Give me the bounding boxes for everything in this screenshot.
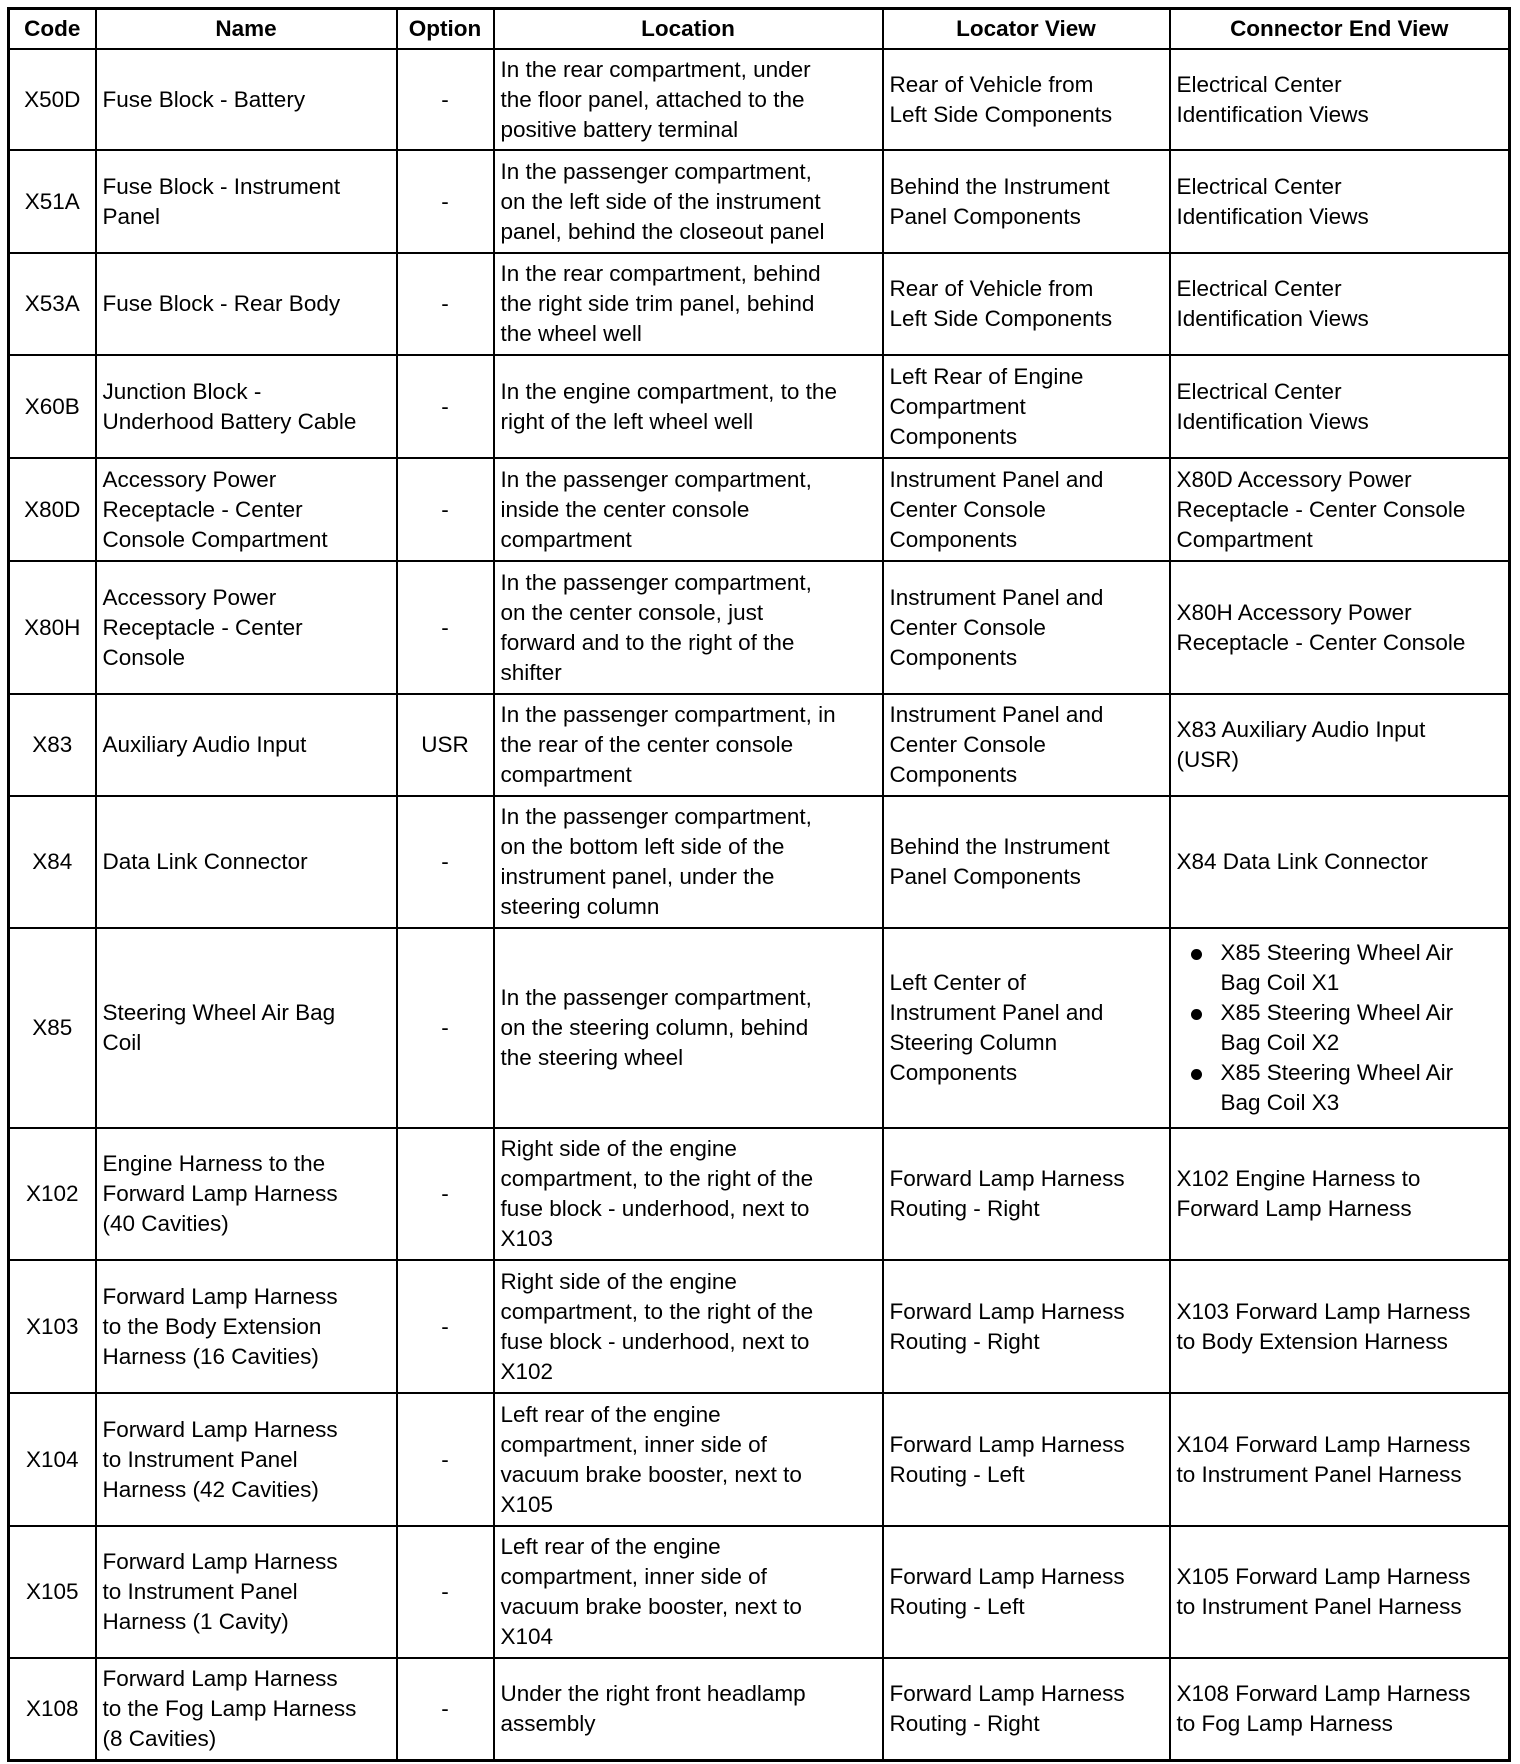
option-cell: - xyxy=(397,1658,494,1760)
locator-view-cell: Left Rear of Engine Compartment Components xyxy=(883,355,1170,458)
option-cell: - xyxy=(397,796,494,928)
locator-view-cell: Instrument Panel and Center Console Components xyxy=(883,458,1170,561)
code-cell: X105 xyxy=(9,1526,96,1658)
name-cell: Steering Wheel Air Bag Coil xyxy=(96,928,397,1128)
code-cell: X83 xyxy=(9,694,96,796)
name-cell: Forward Lamp Harness to the Body Extension Harness (16 Cavities) xyxy=(96,1260,397,1393)
connector-list-item: X85 Steering Wheel Air Bag Coil X3 xyxy=(1221,1058,1503,1118)
locator-view-cell: Forward Lamp Harness Routing - Left xyxy=(883,1393,1170,1526)
name-cell: Forward Lamp Harness to the Fog Lamp Harness (8 Cavities) xyxy=(96,1658,397,1760)
location-cell: In the rear compartment, behind the right side trim panel, behind the wheel well xyxy=(494,253,883,355)
option-cell: - xyxy=(397,1128,494,1260)
code-cell: X102 xyxy=(9,1128,96,1260)
name-cell: Data Link Connector xyxy=(96,796,397,928)
name-cell: Auxiliary Audio Input xyxy=(96,694,397,796)
location-cell: Under the right front headlamp assembly xyxy=(494,1658,883,1760)
connector-list-item: X85 Steering Wheel Air Bag Coil X1 xyxy=(1221,938,1503,998)
location-cell: In the passenger compartment, on the bottom left side of the instrument panel, under the steering column xyxy=(494,796,883,928)
option-cell: - xyxy=(397,49,494,150)
table-row xyxy=(9,561,1510,694)
name-cell: Fuse Block - Battery xyxy=(96,49,397,150)
connector-table xyxy=(7,7,1511,1762)
option-cell: - xyxy=(397,928,494,1128)
location-cell: In the passenger compartment, on the left side of the instrument panel, behind the closeout panel xyxy=(494,150,883,253)
connector-end-view-cell: X103 Forward Lamp Harness to Body Extension Harness xyxy=(1170,1260,1510,1393)
locator-view-cell: Instrument Panel and Center Console Components xyxy=(883,561,1170,694)
table-row xyxy=(9,458,1510,561)
connector-end-view-cell: Electrical Center Identification Views xyxy=(1170,150,1510,253)
location-cell: In the passenger compartment, on the center console, just forward and to the right of the shifter xyxy=(494,561,883,694)
locator-view-cell: Left Center of Instrument Panel and Steering Column Components xyxy=(883,928,1170,1128)
location-cell: Right side of the engine compartment, to the right of the fuse block - underhood, next to X103 xyxy=(494,1128,883,1260)
location-cell: In the passenger compartment, on the steering column, behind the steering wheel xyxy=(494,928,883,1128)
connector-end-view-cell: Electrical Center Identification Views xyxy=(1170,49,1510,150)
code-cell: X51A xyxy=(9,150,96,253)
option-cell: - xyxy=(397,1393,494,1526)
locator-view-cell: Behind the Instrument Panel Components xyxy=(883,150,1170,253)
locator-view-cell: Rear of Vehicle from Left Side Components xyxy=(883,253,1170,355)
table-row xyxy=(9,1260,1510,1393)
location-cell: Right side of the engine compartment, to the right of the fuse block - underhood, next to X102 xyxy=(494,1260,883,1393)
option-cell: - xyxy=(397,561,494,694)
code-cell: X108 xyxy=(9,1658,96,1760)
name-cell: Junction Block - Underhood Battery Cable xyxy=(96,355,397,458)
location-cell: In the passenger compartment, inside the center console compartment xyxy=(494,458,883,561)
option-cell: - xyxy=(397,1526,494,1658)
location-cell: Left rear of the engine compartment, inner side of vacuum brake booster, next to X104 xyxy=(494,1526,883,1658)
locator-view-cell: Forward Lamp Harness Routing - Right xyxy=(883,1658,1170,1760)
table-row xyxy=(9,355,1510,458)
code-cell: X60B xyxy=(9,355,96,458)
locator-view-cell: Forward Lamp Harness Routing - Right xyxy=(883,1128,1170,1260)
code-cell: X84 xyxy=(9,796,96,928)
locator-view-cell: Behind the Instrument Panel Components xyxy=(883,796,1170,928)
location-cell: In the passenger compartment, in the rear of the center console compartment xyxy=(494,694,883,796)
table-row xyxy=(9,694,1510,796)
header-row xyxy=(9,9,1510,50)
table-row xyxy=(9,796,1510,928)
header-code: Code xyxy=(9,9,96,50)
header-name: Name xyxy=(96,9,397,50)
name-cell: Accessory Power Receptacle - Center Console xyxy=(96,561,397,694)
option-cell: - xyxy=(397,355,494,458)
table-row xyxy=(9,1658,1510,1760)
code-cell: X50D xyxy=(9,49,96,150)
code-cell: X80H xyxy=(9,561,96,694)
table-row xyxy=(9,928,1510,1128)
connector-list-item: X85 Steering Wheel Air Bag Coil X2 xyxy=(1221,998,1503,1058)
header-option: Option xyxy=(397,9,494,50)
header-locator-view: Locator View xyxy=(883,9,1170,50)
table-row xyxy=(9,49,1510,150)
name-cell: Engine Harness to the Forward Lamp Harness (40 Cavities) xyxy=(96,1128,397,1260)
locator-view-cell: Instrument Panel and Center Console Components xyxy=(883,694,1170,796)
connector-end-view-cell: X102 Engine Harness to Forward Lamp Harness xyxy=(1170,1128,1510,1260)
connector-list xyxy=(1177,938,1503,1118)
code-cell: X80D xyxy=(9,458,96,561)
name-cell: Forward Lamp Harness to Instrument Panel Harness (1 Cavity) xyxy=(96,1526,397,1658)
option-cell: - xyxy=(397,253,494,355)
table-row xyxy=(9,150,1510,253)
option-cell: - xyxy=(397,150,494,253)
option-cell: - xyxy=(397,1260,494,1393)
connector-end-view-cell: Electrical Center Identification Views xyxy=(1170,253,1510,355)
connector-end-view-cell: X84 Data Link Connector xyxy=(1170,796,1510,928)
connector-end-view-cell: X83 Auxiliary Audio Input (USR) xyxy=(1170,694,1510,796)
location-cell: Left rear of the engine compartment, inner side of vacuum brake booster, next to X105 xyxy=(494,1393,883,1526)
option-cell: USR xyxy=(397,694,494,796)
header-location: Location xyxy=(494,9,883,50)
table-row xyxy=(9,1128,1510,1260)
code-cell: X85 xyxy=(9,928,96,1128)
table-row xyxy=(9,1393,1510,1526)
table-row xyxy=(9,1526,1510,1658)
connector-end-view-cell: X80H Accessory Power Receptacle - Center Console xyxy=(1170,561,1510,694)
locator-view-cell: Forward Lamp Harness Routing - Right xyxy=(883,1260,1170,1393)
code-cell: X53A xyxy=(9,253,96,355)
name-cell: Fuse Block - Instrument Panel xyxy=(96,150,397,253)
connector-end-view-cell: Electrical Center Identification Views xyxy=(1170,355,1510,458)
connector-end-view-cell: X105 Forward Lamp Harness to Instrument Panel Harness xyxy=(1170,1526,1510,1658)
connector-end-view-cell: X80D Accessory Power Receptacle - Center Console Compartment xyxy=(1170,458,1510,561)
connector-end-view-cell xyxy=(1170,928,1510,1128)
locator-view-cell: Rear of Vehicle from Left Side Components xyxy=(883,49,1170,150)
location-cell: In the rear compartment, under the floor panel, attached to the positive battery terminal xyxy=(494,49,883,150)
name-cell: Accessory Power Receptacle - Center Console Compartment xyxy=(96,458,397,561)
table-row xyxy=(9,253,1510,355)
option-cell: - xyxy=(397,458,494,561)
name-cell: Fuse Block - Rear Body xyxy=(96,253,397,355)
code-cell: X104 xyxy=(9,1393,96,1526)
locator-view-cell: Forward Lamp Harness Routing - Left xyxy=(883,1526,1170,1658)
location-cell: In the engine compartment, to the right of the left wheel well xyxy=(494,355,883,458)
header-connector-end-view: Connector End View xyxy=(1170,9,1510,50)
connector-end-view-cell: X108 Forward Lamp Harness to Fog Lamp Harness xyxy=(1170,1658,1510,1760)
code-cell: X103 xyxy=(9,1260,96,1393)
connector-end-view-cell: X104 Forward Lamp Harness to Instrument Panel Harness xyxy=(1170,1393,1510,1526)
name-cell: Forward Lamp Harness to Instrument Panel Harness (42 Cavities) xyxy=(96,1393,397,1526)
